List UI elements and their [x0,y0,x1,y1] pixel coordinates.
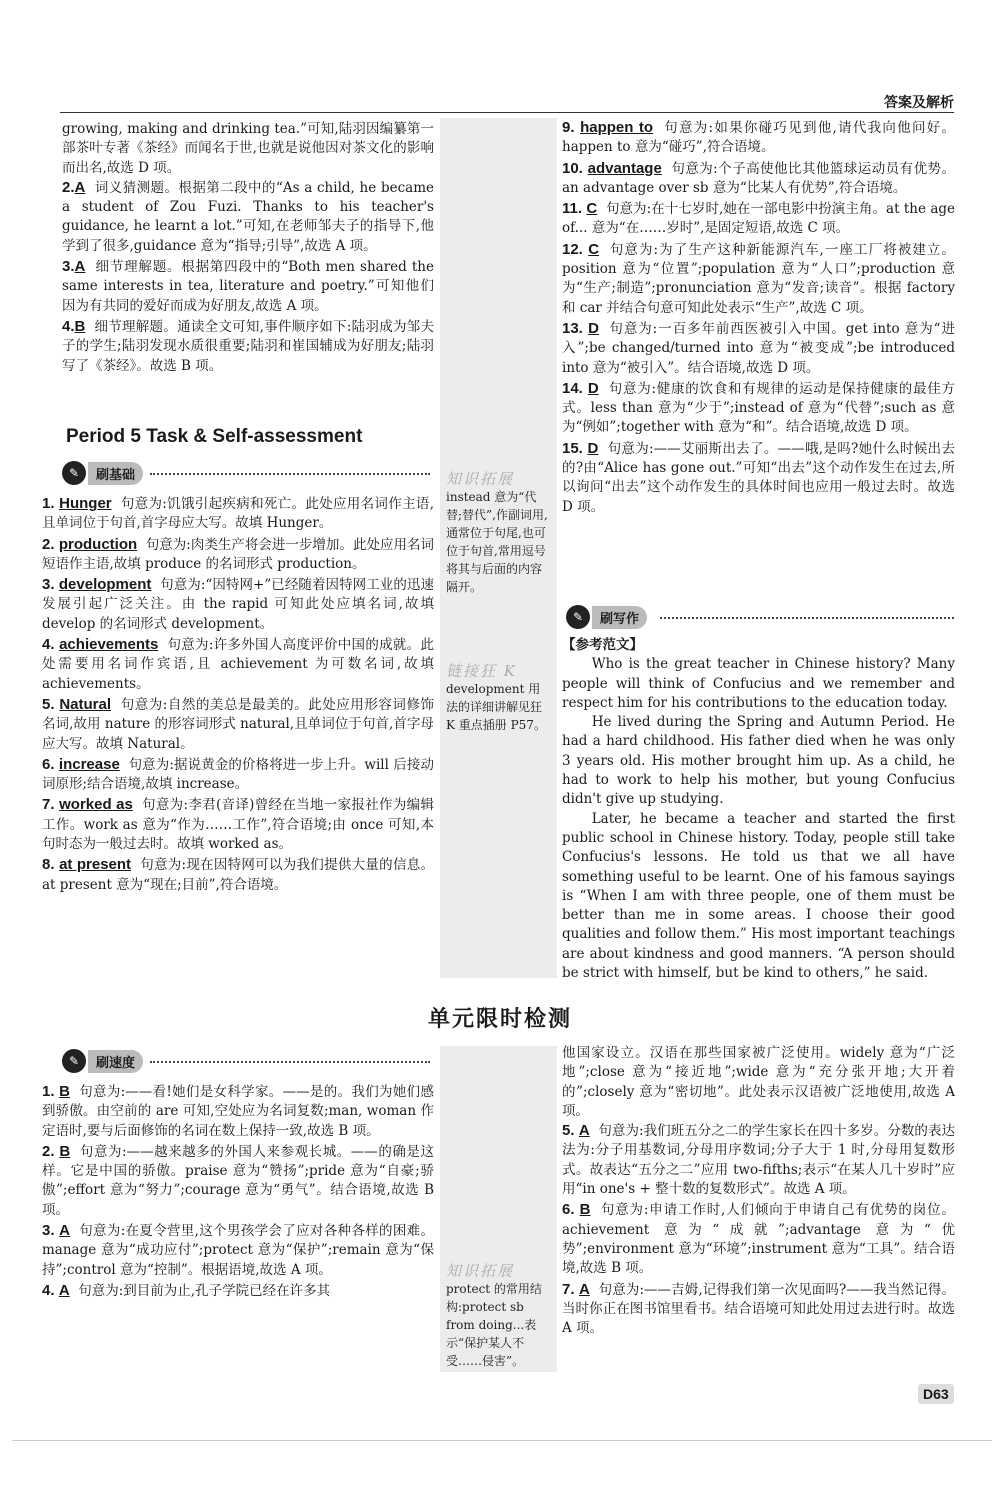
answer-item [42,855,434,895]
unit-title: 单元限时检测 [427,1007,572,1032]
item-answer: happen to [580,119,654,136]
answer-item [562,199,955,239]
item-number: 7. [562,1280,575,1298]
item-number: 3. [42,576,55,594]
answer-item [562,1121,955,1199]
item-answer: C [588,240,600,258]
answer-item [62,257,434,316]
page-number [918,1384,954,1403]
item-answer: B [74,317,86,335]
speed-items-left [42,1082,434,1302]
answer-item [562,240,955,318]
item-explanation: 句意为:——吉姆,记得我们第一次见面吗?——我当然记得。当时你正在图书馆里看书。结合语境可知此处用过去进行时。故选 A 项。 [562,1281,955,1337]
item-explanation: 句意为:为了生产这种新能源汽车,一座工厂将被建立。position 意为“位置”;population 意为“人口”;production 意为“生产;制造”;pronunciation 意为“发音;读音”。根据 factory 和 car 并结合句意可知此处表示“生产”,故选 C 项。 [562,241,956,316]
badge-label: 刷基础 [88,462,143,485]
item-answer: A [578,1122,590,1140]
side-note-3 [446,1262,552,1370]
item-explanation: 句意为:一百多年前西医被引入中国。get into 意为“进入”;be changed/turned into 意为“被变成”;be introduced into 意为“被引入”。结合语境,故选 D 项。 [562,320,956,376]
side-note-text: instead 意为“代替;替代”,作副词用,通常位于句尾,也可位于句首,常用逗号将其与后面的内容隔开。 [446,490,548,594]
essay-paragraph: He lived during the Spring and Autumn Period. He had a hard childhood. His father died when he was only 3 years old. His mother brought him up. As a child, he had to work to help his mother, but young Confucius didn't give up studying. [562,714,955,808]
item-explanation: 词义猜测题。根据第二段中的“As a child, he became a student of Zou Fuzi. Thanks to his teacher's guidance, he learnt a lot.”可知,在老师邹夫子的指导下,他学到了很多,guidance 意为“指导;引导”,故选 A 项。 [62,179,434,254]
pen-icon: ✎ [62,1049,86,1073]
item-number: 2. [42,1142,55,1160]
item-explanation: 句意为:饥饿引起疾病和死亡。此处应用名词作主语,且单词位于句首,首字母应大写。故填 Hunger。 [42,496,434,532]
item-answer: increase [58,755,120,773]
item-answer: D [587,439,599,457]
answer-item [42,1281,434,1301]
running-header: 答案及解析 [884,95,954,111]
answer-item [42,755,434,795]
badge-writing [566,604,647,630]
item-number: 3. [42,1222,55,1240]
model-essay [562,636,955,983]
item-explanation: 细节理解题。根据第四段中的“Both men shared the same interests in tea, literature and poetry.”可知他们因为有共同的爱好而成为好朋友,故选 A 项。 [62,259,434,314]
item-number: 1. [42,1083,55,1100]
item-number: 4. [42,1281,55,1299]
badge-basic [62,460,143,486]
item-answer: Hunger [59,495,112,512]
answer-item [562,319,955,378]
side-note-text: development 用法的详细讲解见狂 K 重点插册 P57。 [446,682,546,732]
item-answer: D [587,379,599,397]
item-explanation: 句意为:——越来越多的外国人来参观长城。——的确是这样。它是中国的骄傲。praise 意为“赞扬”;pride 意为“自豪;骄傲”;effort 意为“努力”;courage 意为“勇气”。结合语境,故选 B 项。 [42,1143,434,1218]
item-number: 10. [562,159,583,177]
item-answer: B [59,1142,71,1160]
item-answer: A [74,258,86,276]
answer-item [42,1221,434,1280]
item-number: 3. [62,258,75,276]
pen-icon: ✎ [62,461,86,485]
item-number: 15. [562,439,583,457]
item-answer: worked as [59,796,133,814]
item-number: 6. [42,755,55,773]
item-explanation: 句意为:在十七岁时,她在一部电影中扮演主角。at the age of... 意为“在……岁时”,是固定短语,故选 C 项。 [562,201,955,237]
essay-label: 【参考范文】 [562,637,643,653]
item-explanation: 句意为:申请工作时,人们倾向于申请自己有优势的岗位。achievement 意为“成就”;advantage 意为“优势”;environment 意为“环境”;instrument 意为“工具”。结合语境,故选 B 项。 [562,1202,955,1277]
side-note-text: protect 的常用结构:protect sb from doing...表示“保护某人不受……侵害”。 [446,1282,542,1368]
item-answer: A [74,178,86,196]
basic-items [42,494,434,896]
answer-item [42,795,434,854]
item-answer: B [579,1201,591,1219]
item-answer: B [59,1083,70,1100]
item-answer: C [586,200,598,218]
answer-item [42,575,434,634]
item-number: 4. [62,317,75,335]
left-column-top [62,120,434,377]
answer-item [42,535,434,575]
continued-text: growing, making and drinking tea.”可知,陆羽因编纂第一部茶叶专著《茶经》而闻名于世,也就是说他因对茶文化的影响而出名,故选 D 项。 [62,121,434,176]
essay-paragraph: Later, he became a teacher and started the first public school in Chinese history. Today, people still take Confucius's lessons. He told us that we all have something useful to be learnt. One of his famous sayings is “When I am with three people, one of them must be better than me in some areas. I choose their good qualities and follow them.” His most important teachings are about kindness and good manners. “A person should be strict with himself, but be kind to others,” he said. [562,810,955,982]
item-number: 2. [42,535,55,553]
answer-item [562,1200,955,1278]
item-number: 9. [562,119,575,136]
item-explanation: 句意为:现在因特网可以为我们提供大量的信息。at present 意为“现在;目前”,符合语境。 [42,857,434,893]
badge-label: 刷写作 [592,606,647,629]
period-title: Period 5 Task & Self-assessment [66,426,363,447]
footer-rule [12,1440,992,1441]
answer-item [62,317,434,376]
badge-divider [150,1061,430,1063]
badge-divider [660,617,954,619]
item-number: 11. [562,200,583,218]
answer-item [42,1082,434,1141]
answer-item [42,635,434,694]
item-answer: Natural [59,695,112,713]
continued-text: 他国家设立。汉语在那些国家被广泛使用。widely 意为“广泛地”;close 意为“接近地”;wide 意为“充分张开地;大开着的”;closely 意为“密切地”。此处表示汉语被广泛地使用,故选 A 项。 [562,1045,955,1119]
side-note-title: 知识拓展 [446,1262,515,1280]
item-answer: achievements [59,636,159,654]
answer-item [562,118,955,158]
pen-icon: ✎ [566,605,590,629]
item-number: 4. [42,636,55,654]
right-column-top [562,118,955,518]
item-explanation: 句意为:健康的饮食和有规律的运动是保持健康的最佳方式。less than 意为“少于”;instead of 意为“代替”;such as 意为“例如”;together with 意为“和”。结合语境,故选 D 项。 [562,380,955,436]
item-number: 13. [562,319,583,337]
item-explanation: 句意为:“因特网+”已经随着因特网工业的迅速发展引起广泛关注。由 the rapid 可知此处应填名词,故填 develop 的名词形式 development。 [42,577,434,632]
answer-item [562,379,955,438]
answer-item [562,439,955,517]
item-explanation: 句意为:许多外国人高度评价中国的成就。此处需要用名词作宾语,且 achievement 为可数名词,故填 achievements。 [42,637,434,692]
item-explanation: 句意为:个子高使他比其他篮球运动员有优势。an advantage over sb 意为“比某人有优势”,符合语境。 [562,160,955,196]
item-explanation: 句意为:自然的美总是最美的。此处应用形容词修饰名词,故用 nature 的形容词形式 natural,且单词位于句首,首字母应大写。故填 Natural。 [42,696,434,752]
item-answer: at present [59,856,132,874]
item-explanation: 句意为:我们班五分之二的学生家长在四十多岁。分数的表达法为:分子用基数词,分母用序数词;分子大于 1 时,分母用复数形式。故表达“五分之二”应用 two-fifths;表示“在某人几十岁时”应用“in one's + 整十数的复数形式”。故选 A 项。 [562,1123,955,1198]
page-number-label: D63 [918,1384,954,1404]
side-note-title: 知识拓展 [446,470,515,488]
item-number: 5. [42,695,55,713]
item-answer: production [58,535,138,553]
item-number: 2. [62,178,75,196]
answer-item [562,1280,955,1339]
item-explanation: 句意为:肉类生产将会进一步增加。此处应用名词短语作主语,故填 produce 的名词形式 production。 [42,536,434,572]
item-number: 12. [562,240,583,258]
item-answer: A [58,1281,70,1299]
badge-divider [150,473,430,475]
speed-items-right [562,1044,955,1339]
badge-label: 刷速度 [88,1050,143,1073]
item-number: 6. [562,1201,575,1219]
answer-item [62,178,434,256]
item-explanation: 句意为:——看!她们是女科学家。——是的。我们为她们感到骄傲。由空前的 are 可知,空处应为名词复数;man, woman 作定语时,要与后面修饰的名词在数上保持一致,故选 B 项。 [42,1084,434,1139]
header-rule [60,112,954,113]
answer-item [42,494,434,534]
item-number: 14. [562,379,583,397]
side-note-2 [446,662,552,734]
item-explanation: 句意为:在夏令营里,这个男孩学会了应对各种各样的困难。manage 意为“成功应付”;protect 意为“保护”;remain 意为“保持”;control 意为“控制”。根据语境,故选 A 项。 [42,1223,434,1278]
item-number: 8. [42,856,55,874]
item-explanation: 句意为:李君(音译)曾经在当地一家报社作为编辑工作。work as 意为“作为……工作”,符合语境;由 once 可知,本句时态为一般过去时。故填 worked as。 [42,797,434,853]
answer-item [562,159,955,199]
item-number: 1. [42,495,55,512]
item-explanation: 句意为:据说黄金的价格将进一步上升。will 后接动词原形;结合语境,故填 increase。 [42,756,434,793]
item-explanation: 句意为:如果你碰巧见到他,请代我向他问好。happen to 意为“碰巧”,符合语境。 [562,120,955,156]
item-answer: A [578,1280,590,1298]
answer-item [42,695,434,754]
item-explanation: 句意为:——艾丽斯出去了。——哦,是吗?她什么时候出去的?由“Alice has gone out.”可知“出去”这个动作发生在过去,所以询问“出去”这个动作发生的具体时间也应用一般过去时。故选 D 项。 [562,440,956,515]
item-number: 7. [42,796,55,814]
item-answer: A [59,1222,70,1240]
item-answer: development [58,576,152,594]
answer-item [42,1142,434,1220]
item-answer: advantage [587,159,662,177]
side-note-1 [446,470,552,596]
badge-speed [62,1048,143,1074]
side-note-title: 链接狂 K [446,662,517,680]
item-explanation: 句意为:到目前为止,孔子学院已经在许多其 [78,1282,331,1299]
item-explanation: 细节理解题。通读全文可知,事件顺序如下:陆羽成为邹夫子的学生;陆羽发现水质很重要;陆羽和崔国辅成为好朋友;陆羽写了《茶经》。故选 B 项。 [62,318,434,374]
item-answer: D [588,319,599,337]
item-number: 5. [562,1122,575,1140]
essay-paragraph: Who is the great teacher in Chinese history? Many people will think of Confucius and we remember and respect him for his contributions to the education today. [562,656,955,711]
